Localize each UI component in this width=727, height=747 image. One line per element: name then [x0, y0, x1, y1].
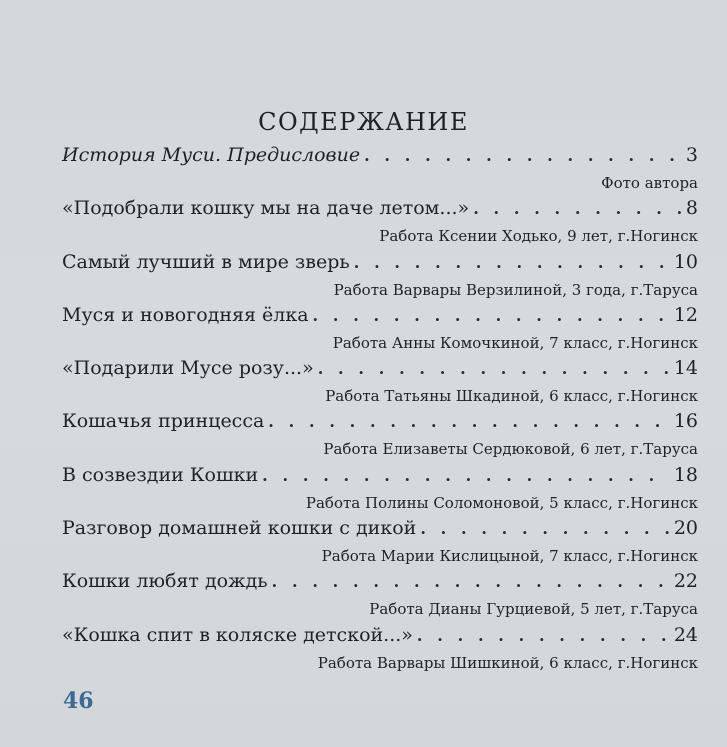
toc-entry-line: [62, 410, 698, 438]
toc-entry-line: [62, 464, 698, 492]
toc-entry-page: 8: [685, 197, 698, 220]
toc-entry-title: Самый лучший в мире зверь: [62, 250, 350, 273]
toc-entry-line: [62, 144, 698, 172]
toc-entry-credit: Работа Варвары Шишкиной, 6 класс, г.Ногинск: [317, 653, 698, 672]
toc-entry: [62, 624, 698, 677]
toc-entry-credit: Работа Татьяны Шкадиной, 6 класс, г.Ногинск: [325, 387, 698, 406]
toc-entry-page: 3: [685, 144, 698, 166]
toc-entry-page: 24: [673, 623, 698, 646]
toc-entry-title: Муся и новогодняя ёлка: [62, 303, 309, 326]
toc-entry-page: 10: [673, 250, 698, 273]
dot-leader: [354, 253, 670, 272]
dot-leader: [473, 199, 682, 218]
toc-entry-page: 18: [673, 463, 698, 486]
toc-entry-credit: Работа Дианы Гурциевой, 5 лет, г.Таруса: [369, 600, 698, 619]
toc-entry: [62, 570, 698, 623]
toc-entry-line: [62, 517, 698, 545]
toc-entry: [62, 144, 698, 197]
toc-entry-title: В созвездии Кошки: [62, 463, 259, 486]
toc-entry-title: «Подобрали кошку мы на даче летом...»: [62, 197, 470, 220]
toc-entry-title: «Кошка спит в коляске детской...»: [62, 623, 413, 646]
dot-leader: [364, 146, 682, 165]
toc-entry-line: [62, 251, 698, 279]
toc-entry: [62, 251, 698, 304]
toc-entry-credit: Работа Анны Комочкиной, 7 класс, г.Ногинск: [332, 333, 698, 352]
toc-entry: [62, 410, 698, 463]
toc-entry-credit: Работа Елизаветы Сердюковой, 6 лет, г.Таруса: [323, 440, 698, 459]
toc-entry-line: [62, 304, 698, 332]
dot-leader: [420, 519, 670, 538]
toc-entry-line: [62, 624, 698, 652]
toc-entry-title: История Муси. Предисловие: [62, 144, 361, 166]
toc-entry: [62, 304, 698, 357]
table-of-contents: [62, 144, 698, 677]
toc-entry-line: [62, 570, 698, 598]
dot-leader: [268, 412, 670, 431]
dot-leader: [313, 306, 670, 325]
toc-entry: [62, 464, 698, 517]
toc-entry-title: Кошачья принцесса: [62, 410, 265, 433]
page-title: СОДЕРЖАНИЕ: [258, 108, 469, 137]
toc-entry-title: «Подарили Мусе розу...»: [62, 357, 314, 380]
toc-entry-credit: Работа Полины Соломоновой, 5 класс, г.Ногинск: [305, 493, 698, 512]
toc-entry-credit: Работа Варвары Верзилиной, 3 года, г.Таруса: [333, 280, 698, 299]
toc-entry-line: [62, 197, 698, 225]
toc-entry-title: Разговор домашней кошки с дикой: [62, 517, 417, 540]
toc-entry: [62, 517, 698, 570]
toc-entry-page: 20: [673, 517, 698, 540]
toc-entry-credit: Работа Марии Кислицыной, 7 класс, г.Ногинск: [321, 547, 698, 566]
toc-entry-page: 14: [673, 357, 698, 380]
dot-leader: [272, 572, 670, 591]
dot-leader: [417, 626, 670, 645]
toc-entry-line: [62, 357, 698, 385]
toc-entry-page: 12: [673, 303, 698, 326]
toc-entry-credit: Фото автора: [601, 174, 698, 192]
dot-leader: [318, 359, 670, 378]
page-number: 46: [63, 688, 94, 714]
toc-entry-title: Кошки любят дождь: [62, 570, 268, 593]
toc-entry: [62, 357, 698, 410]
toc-entry-page: 22: [673, 570, 698, 593]
toc-entry: [62, 197, 698, 250]
toc-entry-credit: Работа Ксении Ходько, 9 лет, г.Ногинск: [379, 227, 698, 246]
toc-entry-page: 16: [673, 410, 698, 433]
dot-leader: [262, 466, 670, 485]
